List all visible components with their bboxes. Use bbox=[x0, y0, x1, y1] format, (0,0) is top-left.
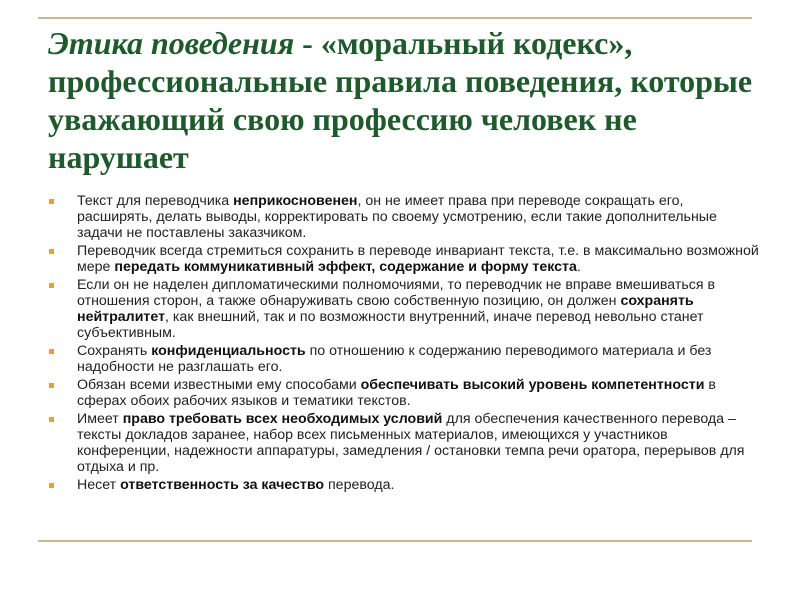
item-bold: сохранять нейтралитет bbox=[77, 293, 694, 325]
item-bold: неприкосновенен bbox=[233, 193, 358, 209]
list-item bbox=[48, 377, 760, 409]
title-rest: - «моральный кодекс», профессиональные правила поведения, которые уважающий свою профессию человек не нарушает bbox=[48, 25, 753, 175]
item-bold: право требовать всех необходимых условий bbox=[122, 411, 443, 427]
top-divider bbox=[38, 17, 752, 19]
item-text: по отношению к содержанию переводимого материала и без надобности не разглашать его. bbox=[77, 343, 712, 375]
item-text: Переводчик всегда стремиться сохранить в переводе инвариант текста, т.е. в максимально возможной мере bbox=[77, 243, 759, 275]
list-item bbox=[48, 411, 760, 475]
item-text: в сферах обоих рабочих языков и тематики текстов. bbox=[77, 377, 716, 409]
square-bullet-icon bbox=[49, 417, 54, 422]
square-bullet-icon bbox=[49, 283, 54, 288]
item-text: для обеспечения качественного перевода – тексты докладов заранее, набор всех письменных материалов, имеющихся у участников конференции, надежности аппаратуры, замедления / остановки темпа речи оратора, перерывов для отдыха и пр. bbox=[77, 411, 745, 475]
item-text: , он не имеет права при переводе сокращать его, расширять, делать выводы, корректировать по своему усмотрению, если такие дополнительные задачи не поставлены заказчиком. bbox=[77, 193, 717, 241]
list-item bbox=[48, 477, 760, 493]
item-text: перевода. bbox=[324, 477, 395, 493]
list-item bbox=[48, 277, 760, 341]
slide-title bbox=[48, 24, 768, 176]
square-bullet-icon bbox=[49, 199, 54, 204]
list-item bbox=[48, 343, 760, 375]
square-bullet-icon bbox=[49, 383, 54, 388]
square-bullet-icon bbox=[49, 483, 54, 488]
item-text: Несет bbox=[77, 477, 121, 493]
item-text: Обязан всеми известными ему способами bbox=[77, 377, 361, 393]
bottom-divider bbox=[38, 540, 752, 542]
item-text: , как внешний, так и по возможности внутренний, иначе перевод невольно станет субъективным. bbox=[77, 309, 704, 341]
square-bullet-icon bbox=[49, 249, 54, 254]
item-bold: обеспечивать высокий уровень компетентности bbox=[360, 377, 705, 393]
item-bold: передать коммуникативный эффект, содержание и форму текста bbox=[114, 259, 577, 275]
item-text: Текст для переводчика bbox=[77, 193, 234, 209]
bullet-list bbox=[48, 193, 760, 495]
item-text: Имеет bbox=[77, 411, 123, 427]
title-emphasis: Этика поведения bbox=[48, 25, 295, 61]
item-text: Если он не наделен дипломатическими полномочиями, то переводчик не вправе вмешиваться в отношения сторон, а также обнаруживать свою собственную позицию, он должен bbox=[77, 277, 716, 309]
list-item bbox=[48, 193, 760, 241]
list-item bbox=[48, 243, 760, 275]
item-text: Сохранять bbox=[77, 343, 152, 359]
item-text: . bbox=[576, 259, 581, 275]
square-bullet-icon bbox=[49, 349, 54, 354]
item-bold: ответственность за качество bbox=[120, 477, 325, 493]
item-bold: конфиденциальность bbox=[151, 343, 306, 359]
